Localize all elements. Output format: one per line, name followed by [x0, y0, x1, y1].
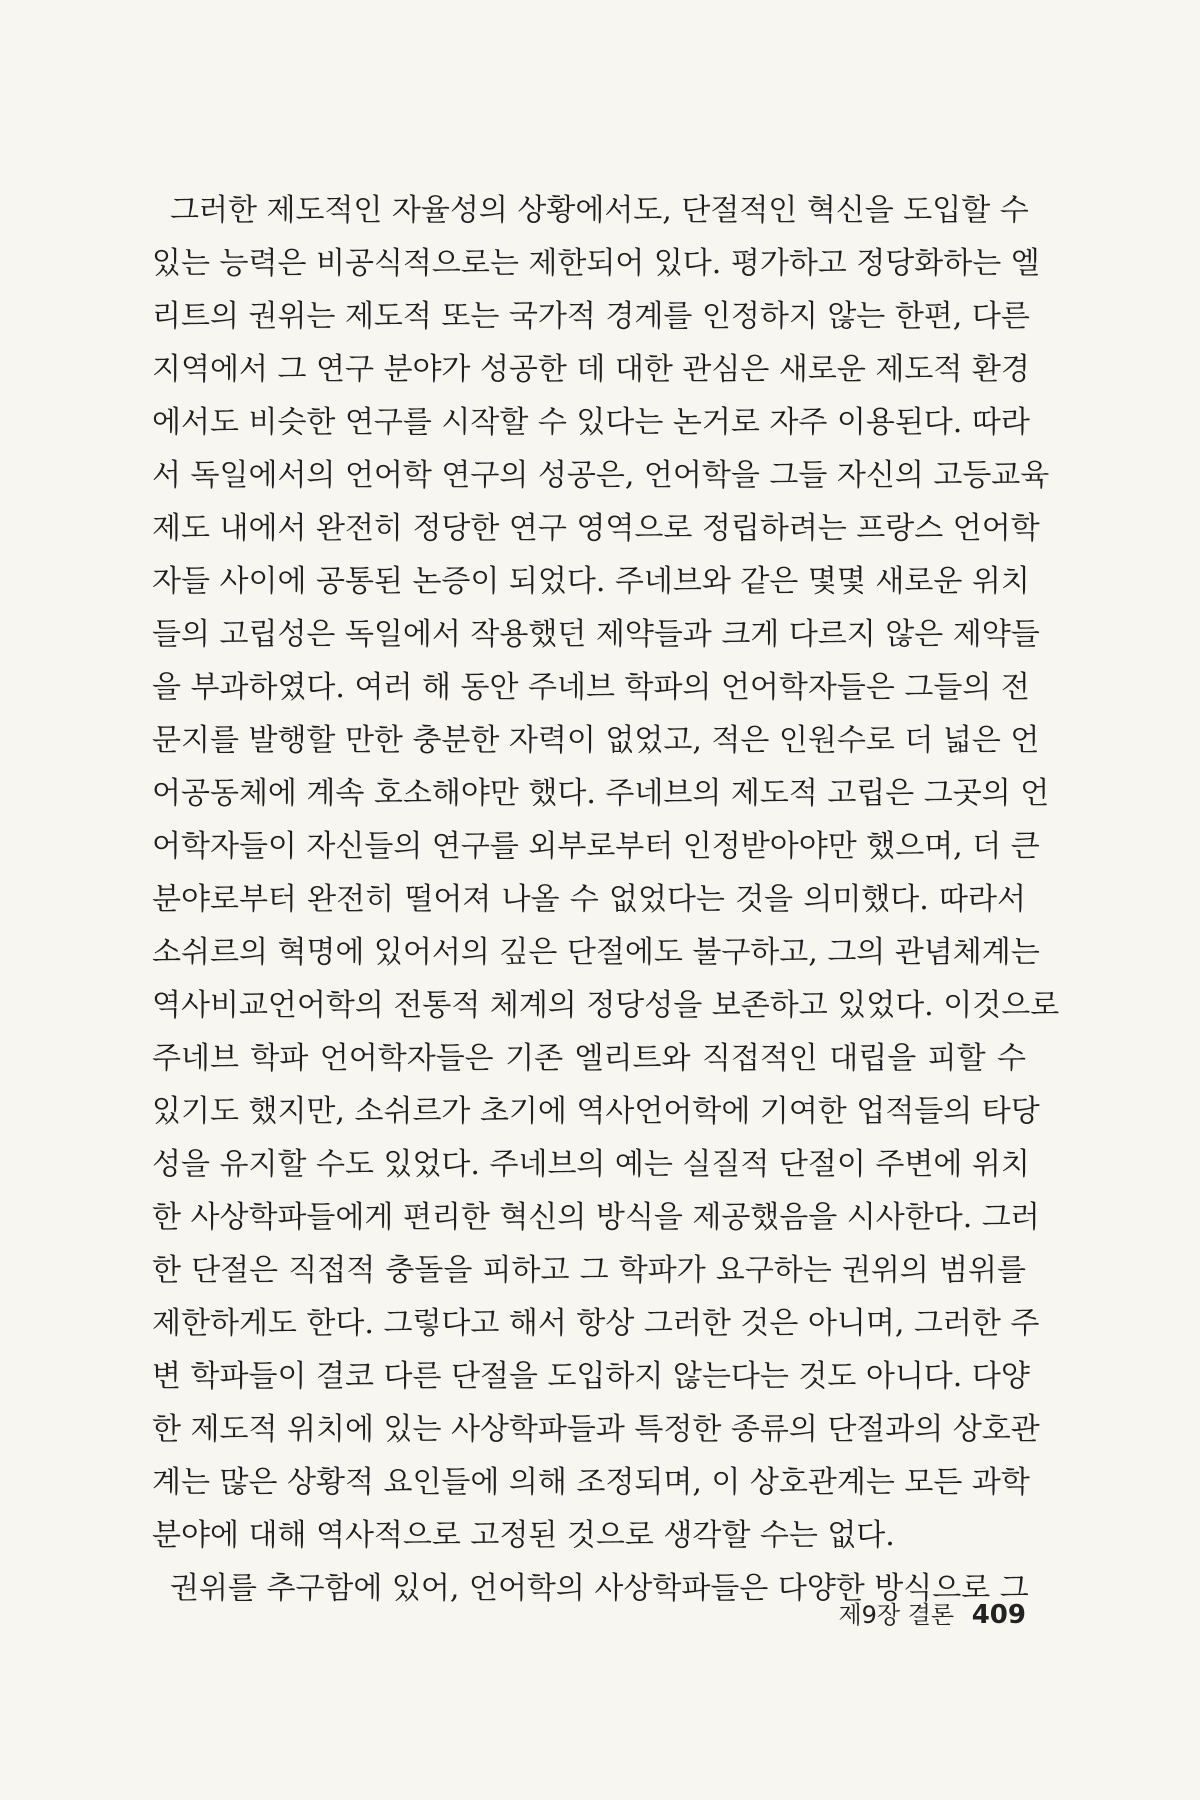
body-text: [152, 184, 1060, 1615]
text-line: 에서도 비슷한 연구를 시작할 수 있다는 논거로 자주 이용된다. 따라: [152, 405, 1030, 440]
text-line: 문지를 발행할 만한 충분한 자력이 없었고, 적은 인원수로 더 넓은 언: [152, 723, 1040, 758]
text-line: 변 학파들이 결코 다른 단절을 도입하지 않는다는 것도 아니다. 다양: [152, 1359, 1030, 1394]
text-line: 서 독일에서의 언어학 연구의 성공은, 언어학을 그들 자신의 고등교육: [152, 458, 1050, 493]
text-line: 주네브 학파 언어학자들은 기존 엘리트와 직접적인 대립을 피할 수: [152, 1041, 1026, 1076]
text-line: 들의 고립성은 독일에서 작용했던 제약들과 크게 다르지 않은 제약들: [152, 617, 1040, 652]
text-line: 계는 많은 상황적 요인들에 의해 조정되며, 이 상호관계는 모든 과학: [152, 1465, 1030, 1500]
text-line: 어학자들이 자신들의 연구를 외부로부터 인정받아야만 했으며, 더 큰: [152, 829, 1040, 864]
text-line: 어공동체에 계속 호소해야만 했다. 주네브의 제도적 고립은 그곳의 언: [152, 776, 1050, 811]
text-line: 한 사상학파들에게 편리한 혁신의 방식을 제공했음을 시사한다. 그러: [152, 1200, 1040, 1235]
text-line: 지역에서 그 연구 분야가 성공한 데 대한 관심은 새로운 제도적 환경: [152, 352, 1030, 387]
page-number: 409: [971, 1600, 1026, 1630]
text-line: 역사비교언어학의 전통적 체계의 정당성을 보존하고 있었다. 이것으로: [152, 988, 1060, 1023]
text-line: 리트의 권위는 제도적 또는 국가적 경계를 인정하지 않는 한편, 다른: [152, 299, 1030, 334]
chapter-label: 제9장 결론: [838, 1601, 955, 1629]
text-line: 제한하게도 한다. 그렇다고 해서 항상 그러한 것은 아니며, 그러한 주: [152, 1306, 1040, 1341]
text-line: 한 단절은 직접적 충돌을 피하고 그 학파가 요구하는 권위의 범위를: [152, 1253, 1026, 1288]
text-line: 권위를 추구함에 있어, 언어학의 사상학파들은 다양한 방식으로 그: [170, 1571, 1029, 1606]
page-footer: [838, 1595, 1026, 1630]
text-line: 제도 내에서 완전히 정당한 연구 영역으로 정립하려는 프랑스 언어학: [152, 511, 1040, 546]
text-line: 자들 사이에 공통된 논증이 되었다. 주네브와 같은 몇몇 새로운 위치: [152, 564, 1030, 599]
text-line: 소쉬르의 혁명에 있어서의 깊은 단절에도 불구하고, 그의 관념체계는: [152, 935, 1040, 970]
text-line: 을 부과하였다. 여러 해 동안 주네브 학파의 언어학자들은 그들의 전: [152, 670, 1030, 705]
text-line: 분야로부터 완전히 떨어져 나올 수 없었다는 것을 의미했다. 따라서: [152, 882, 1026, 917]
text-line: 성을 유지할 수도 있었다. 주네브의 예는 실질적 단절이 주변에 위치: [152, 1147, 1030, 1182]
text-line: 분야에 대해 역사적으로 고정된 것으로 생각할 수는 없다.: [152, 1518, 895, 1553]
text-line: 그러한 제도적인 자율성의 상황에서도, 단절적인 혁신을 도입할 수: [170, 193, 1029, 228]
text-line: 있는 능력은 비공식적으로는 제한되어 있다. 평가하고 정당화하는 엘: [152, 246, 1040, 281]
text-line: 있기도 했지만, 소쉬르가 초기에 역사언어학에 기여한 업적들의 타당: [152, 1094, 1040, 1129]
text-line: 한 제도적 위치에 있는 사상학파들과 특정한 종류의 단절과의 상호관: [152, 1412, 1040, 1447]
